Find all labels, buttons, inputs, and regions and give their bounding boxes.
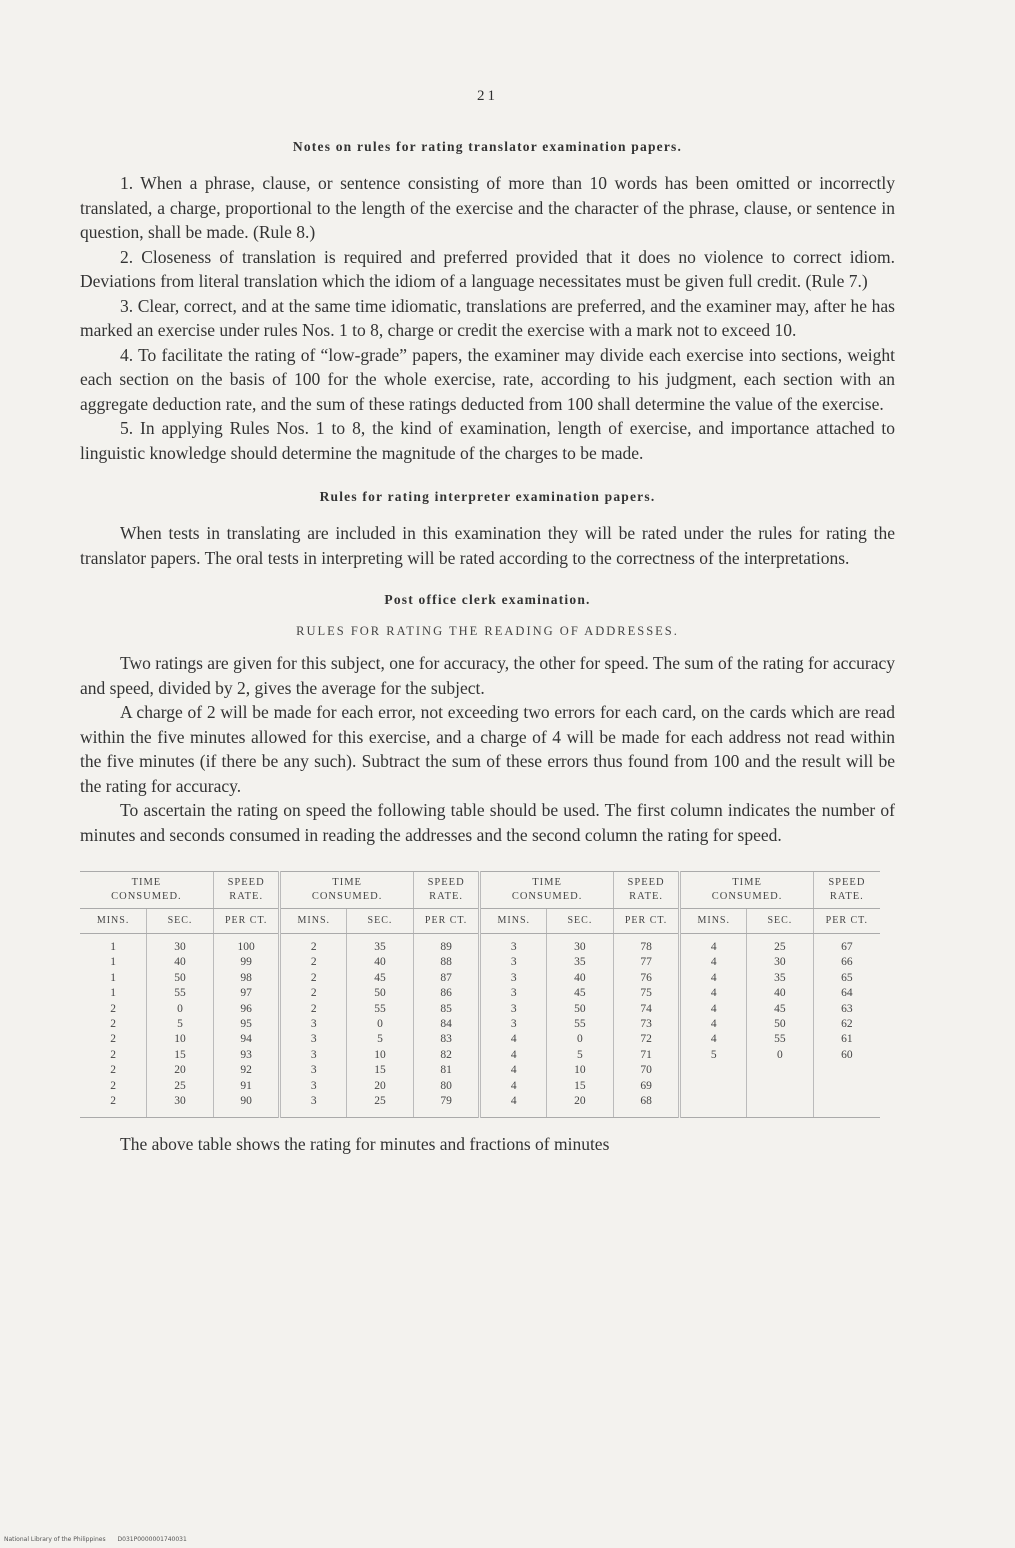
mins-cell: 2 (110, 1079, 116, 1092)
per-ct-cell: 76 (613, 971, 680, 986)
sec-cell: 55 (547, 1017, 614, 1032)
per-ct-cell: 78 (613, 934, 680, 956)
mins-cell: 3 (280, 1017, 347, 1032)
per-ct-cell: 85 (413, 1002, 480, 1017)
mins-cell: 3 (480, 934, 547, 956)
per-ct-cell: 83 (413, 1032, 480, 1047)
per-ct-cell: 74 (613, 1002, 680, 1017)
per-ct-cell (813, 1094, 880, 1118)
per-ct-cell: 72 (613, 1032, 680, 1047)
sec-cell: 50 (347, 986, 414, 1001)
sec-cell: 35 (547, 955, 614, 970)
speed-rating-table (80, 871, 880, 1118)
sec-cell: 35 (347, 934, 414, 956)
per-ct-cell: 65 (813, 971, 880, 986)
mins-cell: 2 (110, 1048, 116, 1061)
sec-cell: 20 (147, 1063, 214, 1078)
post-office-paragraph-2: A charge of 2 will be made for each error, not exceeding two errors for each card, on the cards which are read within the five minutes allowed for this exercise, and a charge of 4 will be made for each address not read within the five minutes (if there be any such). Subtract the sum of these errors thus found from 100 and the result will be the rating for accuracy. (80, 702, 895, 796)
per-ct-cell: 60 (813, 1048, 880, 1063)
table-row (80, 1048, 880, 1063)
page-number: 21 (477, 88, 498, 104)
table-row (80, 1002, 880, 1017)
sec-cell: 15 (147, 1048, 214, 1063)
mins-cell (680, 1094, 747, 1118)
per-ct-cell: 90 (213, 1094, 280, 1118)
per-ct-cell: 87 (413, 971, 480, 986)
sec-cell (747, 1079, 814, 1094)
sec-cell: 30 (747, 955, 814, 970)
per-ct-cell: 96 (213, 1002, 280, 1017)
mins-cell: 4 (680, 955, 747, 970)
sec-cell: 0 (147, 1002, 214, 1017)
sec-cell: 30 (147, 1094, 214, 1118)
per-ct-cell: 95 (213, 1017, 280, 1032)
per-ct-cell: 66 (813, 955, 880, 970)
mins-cell: 1 (110, 971, 116, 984)
table-row (80, 1017, 880, 1032)
speed-rate-header: SPEED RATE. (413, 872, 480, 909)
sec-cell: 10 (547, 1063, 614, 1078)
mins-cell: 2 (80, 1094, 147, 1118)
table-row (80, 1094, 880, 1118)
mins-cell: 3 (480, 971, 547, 986)
sec-cell: 0 (747, 1048, 814, 1063)
interpreter-rules-heading: Rules for rating interpreter examination papers. (319, 489, 656, 504)
post-office-heading: Post office clerk examination. (384, 592, 591, 607)
mins-cell: 4 (480, 1094, 547, 1118)
mins-cell: 2 (110, 1002, 116, 1015)
mins-header: MINS. (80, 909, 147, 934)
sec-cell: 45 (347, 971, 414, 986)
per-ct-cell: 75 (613, 986, 680, 1001)
mins-cell (680, 1079, 747, 1094)
mins-cell: 2 (280, 971, 347, 986)
table-row (80, 1079, 880, 1094)
sec-cell: 0 (547, 1032, 614, 1047)
mins-cell: 3 (280, 1094, 347, 1118)
post-office-paragraph-1: Two ratings are given for this subject, one for accuracy, the other for speed. The sum of the rating for accuracy and speed, divided by 2, gives the average for the subject. (80, 653, 895, 698)
interpreter-rules-paragraph: When tests in translating are included in this examination they will be rated under the rules for rating the translator papers. The oral tests in interpreting will be rated according to the correctness of the interpretations. (80, 523, 895, 568)
sec-cell: 30 (547, 934, 614, 956)
sec-cell: 50 (147, 971, 214, 986)
table-row (80, 955, 880, 970)
mins-cell: 4 (680, 1017, 747, 1032)
translator-note-2: 2. Closeness of translation is required and preferred provided that it does no violence to correct idiom. Deviations from literal translation which the idiom of a language necessitates must be given full credit. (Rule 7.) (80, 246, 895, 291)
table-group-header-row (80, 872, 880, 909)
per-ct-header: PER CT. (813, 909, 880, 934)
post-office-subheading: RULES FOR RATING THE READING OF ADDRESSES. (296, 624, 679, 638)
translator-note-5: 5. In applying Rules Nos. 1 to 8, the kind of examination, length of exercise, and importance attached to linguistic knowledge should determine the magnitude of the charges to be made. (80, 418, 895, 463)
speed-rate-header: SPEED RATE. (613, 872, 680, 909)
sec-cell: 40 (747, 986, 814, 1001)
sec-cell: 55 (147, 986, 214, 1001)
speed-rate-header: SPEED RATE. (213, 872, 280, 909)
time-consumed-header: TIME CONSUMED. (680, 872, 813, 909)
sec-cell: 20 (547, 1094, 614, 1118)
per-ct-cell: 71 (613, 1048, 680, 1063)
mins-cell: 1 (110, 941, 116, 953)
sec-cell: 25 (347, 1094, 414, 1118)
post-office-paragraph-3: To ascertain the rating on speed the following table should be used. The first column indicates the number of minutes and seconds consumed in reading the addresses and the second column the rating for speed. (80, 800, 895, 845)
translator-note-1: 1. When a phrase, clause, or sentence consisting of more than 10 words has been omitted or incorrectly translated, a charge, proportional to the length of the exercise and the character of the phrase, clause, or sentence in question, shall be made. (Rule 8.) (80, 173, 895, 242)
per-ct-cell: 98 (213, 971, 280, 986)
per-ct-cell: 94 (213, 1032, 280, 1047)
per-ct-cell: 70 (613, 1063, 680, 1078)
time-consumed-header: TIME CONSUMED. (480, 872, 613, 909)
per-ct-cell: 88 (413, 955, 480, 970)
sec-cell (747, 1094, 814, 1118)
table-row (80, 971, 880, 986)
per-ct-cell: 82 (413, 1048, 480, 1063)
table-row (80, 934, 880, 956)
mins-cell: 4 (680, 1002, 747, 1017)
per-ct-header: PER CT. (413, 909, 480, 934)
sec-cell: 10 (347, 1048, 414, 1063)
sec-cell: 5 (147, 1017, 214, 1032)
scan-code: D031P0000001740031 (117, 1536, 187, 1543)
per-ct-cell: 100 (213, 934, 280, 956)
mins-cell: 4 (680, 986, 747, 1001)
mins-cell: 4 (680, 1032, 747, 1047)
mins-cell: 2 (110, 1033, 116, 1046)
translator-note-3: 3. Clear, correct, and at the same time idiomatic, translations are preferred, and the examiner may, after he has marked an exercise under rules Nos. 1 to 8, charge or credit the exercise with a mark not to exceed 10. (80, 295, 895, 340)
mins-cell: 3 (280, 1063, 347, 1078)
sec-header: SEC. (347, 909, 414, 934)
mins-cell: 4 (480, 1048, 547, 1063)
sec-cell: 40 (547, 971, 614, 986)
sec-cell: 45 (747, 1002, 814, 1017)
per-ct-cell: 68 (613, 1094, 680, 1118)
per-ct-cell: 89 (413, 934, 480, 956)
time-consumed-header: TIME CONSUMED. (80, 872, 213, 909)
per-ct-cell: 91 (213, 1079, 280, 1094)
per-ct-cell: 69 (613, 1079, 680, 1094)
mins-cell: 2 (280, 955, 347, 970)
translator-note-4: 4. To facilitate the rating of “low-grade” papers, the examiner may divide each exercise into sections, weight each section on the basis of 100 for the whole exercise, rate, according to his judgment, each section with an aggregate deduction rate, and the sum of these ratings deducted from 100 shall determine the value of the exercise. (80, 344, 895, 414)
sec-header: SEC. (147, 909, 214, 934)
mins-cell: 3 (280, 1048, 347, 1063)
speed-rate-header: SPEED RATE. (813, 872, 880, 909)
table-row (80, 1063, 880, 1078)
per-ct-cell: 77 (613, 955, 680, 970)
per-ct-cell: 61 (813, 1032, 880, 1047)
translator-notes-heading: Notes on rules for rating translator examination papers. (292, 139, 683, 154)
sec-cell: 5 (547, 1048, 614, 1063)
sec-cell: 15 (347, 1063, 414, 1078)
per-ct-cell: 97 (213, 986, 280, 1001)
mins-cell: 2 (110, 1018, 116, 1031)
per-ct-cell: 81 (413, 1063, 480, 1078)
closing-paragraph: The above table shows the rating for minutes and fractions of minutes (120, 1134, 610, 1155)
table-row (80, 986, 880, 1001)
per-ct-cell: 73 (613, 1017, 680, 1032)
sec-cell: 50 (547, 1002, 614, 1017)
per-ct-cell (813, 1063, 880, 1078)
mins-header: MINS. (680, 909, 747, 934)
per-ct-cell: 67 (813, 934, 880, 956)
mins-cell: 3 (480, 1002, 547, 1017)
sec-cell: 55 (747, 1032, 814, 1047)
per-ct-cell: 99 (213, 955, 280, 970)
sec-cell: 5 (347, 1032, 414, 1047)
table-row (80, 1032, 880, 1047)
per-ct-cell: 80 (413, 1079, 480, 1094)
mins-cell: 2 (280, 986, 347, 1001)
per-ct-header: PER CT. (613, 909, 680, 934)
mins-cell: 2 (280, 1002, 347, 1017)
sec-cell: 35 (747, 971, 814, 986)
sec-cell: 50 (747, 1017, 814, 1032)
sec-header: SEC. (747, 909, 814, 934)
per-ct-cell: 63 (813, 1002, 880, 1017)
per-ct-header: PER CT. (213, 909, 280, 934)
mins-cell: 4 (680, 934, 747, 956)
sec-cell: 45 (547, 986, 614, 1001)
mins-header: MINS. (480, 909, 547, 934)
mins-cell: 5 (680, 1048, 747, 1063)
sec-cell: 40 (347, 955, 414, 970)
mins-cell: 1 (110, 987, 116, 1000)
per-ct-cell: 86 (413, 986, 480, 1001)
per-ct-cell: 62 (813, 1017, 880, 1032)
table-sub-header-row (80, 909, 880, 934)
sec-cell: 0 (347, 1017, 414, 1032)
mins-cell: 4 (480, 1079, 547, 1094)
sec-cell: 15 (547, 1079, 614, 1094)
mins-cell: 3 (480, 955, 547, 970)
per-ct-cell (813, 1079, 880, 1094)
sec-cell (747, 1063, 814, 1078)
sec-header: SEC. (547, 909, 614, 934)
per-ct-cell: 92 (213, 1063, 280, 1078)
mins-cell: 1 (110, 956, 116, 969)
mins-cell: 3 (280, 1079, 347, 1094)
mins-cell: 4 (480, 1063, 547, 1078)
sec-cell: 20 (347, 1079, 414, 1094)
mins-cell: 3 (480, 986, 547, 1001)
mins-header: MINS. (280, 909, 347, 934)
document-page (80, 88, 895, 1157)
mins-cell: 4 (480, 1032, 547, 1047)
per-ct-cell: 79 (413, 1094, 480, 1118)
sec-cell: 25 (147, 1079, 214, 1094)
sec-cell: 40 (147, 955, 214, 970)
per-ct-cell: 93 (213, 1048, 280, 1063)
sec-cell: 30 (147, 934, 214, 956)
sec-cell: 10 (147, 1032, 214, 1047)
table-body (80, 934, 880, 1118)
scan-credit (4, 1536, 197, 1543)
sec-cell: 25 (747, 934, 814, 956)
mins-cell: 3 (480, 1017, 547, 1032)
mins-cell: 3 (280, 1032, 347, 1047)
per-ct-cell: 84 (413, 1017, 480, 1032)
per-ct-cell: 64 (813, 986, 880, 1001)
time-consumed-header: TIME CONSUMED. (280, 872, 413, 909)
mins-cell: 2 (280, 934, 347, 956)
mins-cell: 4 (680, 971, 747, 986)
sec-cell: 55 (347, 1002, 414, 1017)
mins-cell (680, 1063, 747, 1078)
library-credit: National Library of the Philippines (4, 1536, 106, 1543)
mins-cell: 2 (110, 1064, 116, 1077)
